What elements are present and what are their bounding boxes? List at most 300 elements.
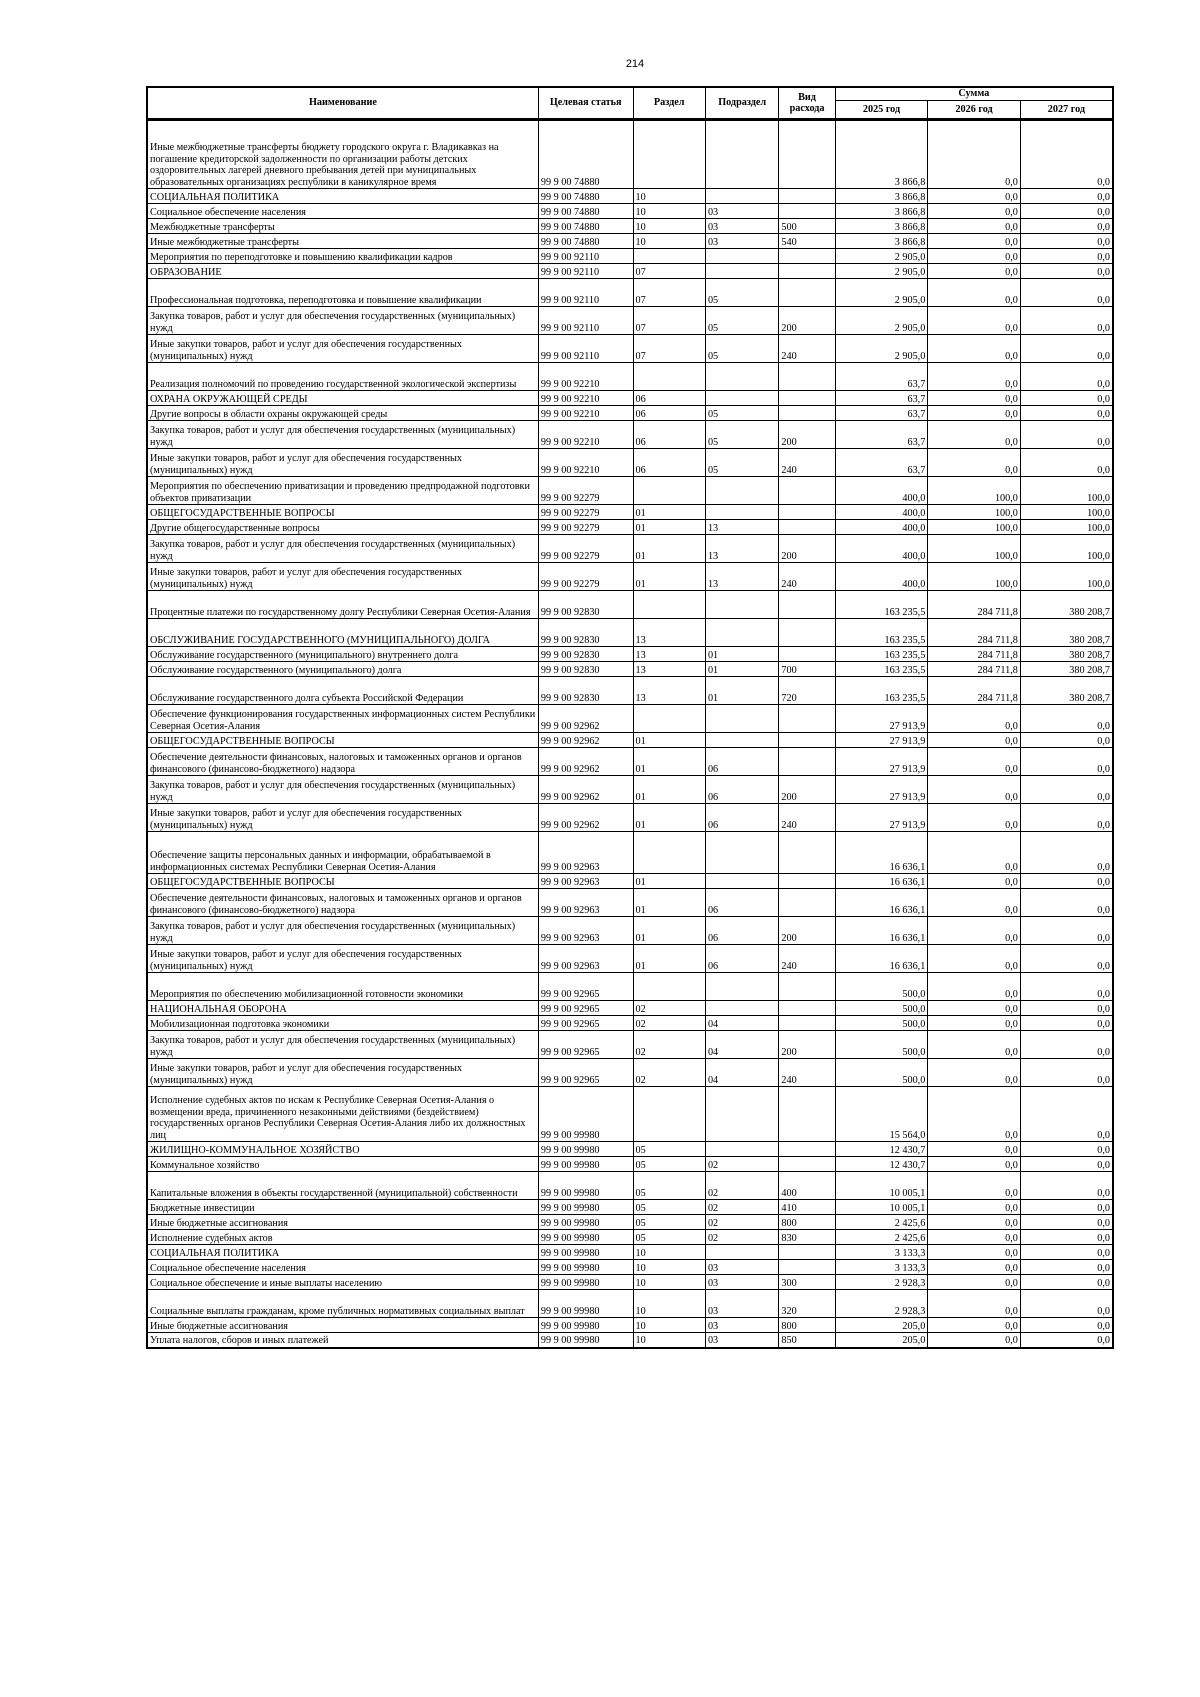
row-section: 06 [633,406,705,421]
row-target: 99 9 00 99980 [538,1245,633,1260]
table-row [147,677,1113,705]
row-sum-2027: 0,0 [1020,234,1113,249]
row-section: 10 [633,1275,705,1290]
table-row [147,1142,1113,1157]
row-subsection: 02 [705,1215,778,1230]
row-subsection: 13 [705,520,778,535]
row-sum-2025: 2 905,0 [835,279,928,307]
row-subsection [705,363,778,391]
row-expense-type [779,1142,835,1157]
row-sum-2025: 27 913,9 [835,705,928,733]
row-name: Иные закупки товаров, работ и услуг для обеспечения государственных (муниципальных) нужд [147,449,538,477]
row-sum-2026: 0,0 [928,733,1021,748]
row-name: Закупка товаров, работ и услуг для обеспечения государственных (муниципальных) нужд [147,307,538,335]
table-row [147,1215,1113,1230]
row-target: 99 9 00 99980 [538,1318,633,1333]
row-name: Иные бюджетные ассигнования [147,1215,538,1230]
row-subsection [705,1142,778,1157]
row-name: Коммунальное хозяйство [147,1157,538,1172]
row-name: Закупка товаров, работ и услуг для обеспечения государственных (муниципальных) нужд [147,776,538,804]
table-row [147,477,1113,505]
row-sum-2026: 0,0 [928,1215,1021,1230]
row-sum-2026: 100,0 [928,563,1021,591]
row-section: 07 [633,279,705,307]
row-section: 06 [633,391,705,406]
header-2027: 2027 год [1020,101,1113,120]
row-name: Исполнение судебных актов [147,1230,538,1245]
row-subsection: 04 [705,1016,778,1031]
row-expense-type [779,889,835,917]
row-subsection [705,120,778,189]
row-expense-type [779,391,835,406]
row-section: 01 [633,505,705,520]
table-row [147,1059,1113,1087]
row-subsection: 05 [705,421,778,449]
table-row [147,874,1113,889]
row-target: 99 9 00 92210 [538,363,633,391]
row-expense-type [779,619,835,647]
row-sum-2026: 0,0 [928,1260,1021,1275]
row-expense-type: 540 [779,234,835,249]
table-row [147,219,1113,234]
row-section [633,477,705,505]
row-section: 01 [633,917,705,945]
row-target: 99 9 00 92279 [538,520,633,535]
row-target: 99 9 00 92110 [538,307,633,335]
row-sum-2027: 0,0 [1020,1059,1113,1087]
table-row [147,619,1113,647]
table-row [147,889,1113,917]
row-name: Мобилизационная подготовка экономики [147,1016,538,1031]
row-target: 99 9 00 99980 [538,1275,633,1290]
table-row [147,1260,1113,1275]
row-target: 99 9 00 92110 [538,249,633,264]
row-target: 99 9 00 92963 [538,945,633,973]
row-section: 01 [633,748,705,776]
row-sum-2025: 16 636,1 [835,889,928,917]
row-sum-2025: 163 235,5 [835,662,928,677]
row-subsection: 01 [705,677,778,705]
row-subsection: 03 [705,1318,778,1333]
row-subsection [705,249,778,264]
row-sum-2026: 0,0 [928,1275,1021,1290]
table-row [147,520,1113,535]
row-expense-type [779,733,835,748]
row-sum-2027: 0,0 [1020,1157,1113,1172]
row-target: 99 9 00 92110 [538,264,633,279]
row-sum-2027: 0,0 [1020,973,1113,1001]
row-name: НАЦИОНАЛЬНАЯ ОБОРОНА [147,1001,538,1016]
table-row [147,1087,1113,1142]
row-sum-2027: 0,0 [1020,1230,1113,1245]
row-section: 01 [633,874,705,889]
header-2025: 2025 год [835,101,928,120]
row-target: 99 9 00 92210 [538,449,633,477]
row-name: Закупка товаров, работ и услуг для обеспечения государственных (муниципальных) нужд [147,917,538,945]
row-sum-2025: 63,7 [835,406,928,421]
row-sum-2026: 0,0 [928,1230,1021,1245]
table-row [147,391,1113,406]
row-subsection: 03 [705,1275,778,1290]
row-subsection [705,264,778,279]
row-expense-type: 850 [779,1333,835,1348]
row-sum-2026: 0,0 [928,219,1021,234]
row-sum-2026: 0,0 [928,889,1021,917]
table-row [147,1001,1113,1016]
row-target: 99 9 00 74880 [538,219,633,234]
row-sum-2027: 0,0 [1020,363,1113,391]
row-sum-2025: 500,0 [835,973,928,1001]
row-target: 99 9 00 92279 [538,563,633,591]
row-expense-type [779,832,835,874]
table-row [147,776,1113,804]
row-name: Обеспечение деятельности финансовых, налоговых и таможенных органов и органов финансового (финансово-бюджетного) надзора [147,748,538,776]
row-subsection [705,705,778,733]
row-sum-2025: 27 913,9 [835,776,928,804]
row-sum-2027: 0,0 [1020,1290,1113,1318]
row-section: 10 [633,189,705,204]
row-expense-type: 500 [779,219,835,234]
row-sum-2027: 0,0 [1020,917,1113,945]
row-name: Уплата налогов, сборов и иных платежей [147,1333,538,1348]
table-row [147,1200,1113,1215]
row-sum-2027: 0,0 [1020,1333,1113,1348]
row-sum-2027: 0,0 [1020,776,1113,804]
row-target: 99 9 00 92110 [538,279,633,307]
row-sum-2025: 2 905,0 [835,264,928,279]
row-sum-2027: 0,0 [1020,1200,1113,1215]
row-subsection [705,1087,778,1142]
row-subsection: 02 [705,1200,778,1215]
row-expense-type: 720 [779,677,835,705]
table-row [147,748,1113,776]
row-subsection: 04 [705,1031,778,1059]
row-target: 99 9 00 92963 [538,874,633,889]
row-sum-2026: 0,0 [928,776,1021,804]
row-sum-2027: 0,0 [1020,1016,1113,1031]
row-section [633,120,705,189]
row-sum-2027: 100,0 [1020,535,1113,563]
row-target: 99 9 00 92965 [538,973,633,1001]
row-sum-2025: 205,0 [835,1318,928,1333]
row-sum-2025: 2 425,6 [835,1230,928,1245]
row-expense-type: 200 [779,307,835,335]
row-target: 99 9 00 92965 [538,1001,633,1016]
row-sum-2026: 0,0 [928,204,1021,219]
row-name: Обеспечение деятельности финансовых, налоговых и таможенных органов и органов финансового (финансово-бюджетного) надзора [147,889,538,917]
row-subsection: 05 [705,335,778,363]
row-sum-2027: 0,0 [1020,449,1113,477]
row-sum-2026: 0,0 [928,1333,1021,1348]
row-section: 05 [633,1172,705,1200]
row-name: Процентные платежи по государственному долгу Республики Северная Осетия-Алания [147,591,538,619]
table-row [147,1245,1113,1260]
row-sum-2025: 400,0 [835,477,928,505]
row-section: 10 [633,1290,705,1318]
row-sum-2027: 0,0 [1020,705,1113,733]
row-expense-type [779,973,835,1001]
row-sum-2025: 2 928,3 [835,1275,928,1290]
row-section: 02 [633,1001,705,1016]
row-sum-2026: 0,0 [928,1087,1021,1142]
row-name: ОБРАЗОВАНИЕ [147,264,538,279]
row-section: 06 [633,421,705,449]
row-section: 07 [633,335,705,363]
row-sum-2025: 16 636,1 [835,917,928,945]
row-subsection: 05 [705,279,778,307]
row-sum-2027: 0,0 [1020,874,1113,889]
header-sum: Сумма [835,87,1113,101]
row-expense-type: 200 [779,776,835,804]
row-expense-type: 200 [779,421,835,449]
row-section: 06 [633,449,705,477]
row-target: 99 9 00 99980 [538,1200,633,1215]
row-subsection: 03 [705,1333,778,1348]
row-target: 99 9 00 92965 [538,1016,633,1031]
row-expense-type [779,1001,835,1016]
row-sum-2027: 0,0 [1020,219,1113,234]
row-target: 99 9 00 99980 [538,1260,633,1275]
row-target: 99 9 00 92965 [538,1031,633,1059]
row-name: Мероприятия по обеспечению приватизации и проведению предпродажной подготовки объектов приватизации [147,477,538,505]
row-sum-2025: 400,0 [835,563,928,591]
row-sum-2027: 0,0 [1020,421,1113,449]
row-target: 99 9 00 92963 [538,917,633,945]
table-row [147,421,1113,449]
row-sum-2027: 0,0 [1020,1275,1113,1290]
row-sum-2026: 100,0 [928,477,1021,505]
row-sum-2026: 0,0 [928,234,1021,249]
row-sum-2025: 205,0 [835,1333,928,1348]
row-sum-2025: 2 905,0 [835,335,928,363]
row-name: Иные межбюджетные трансферты [147,234,538,249]
row-subsection: 06 [705,917,778,945]
row-name: Социальные выплаты гражданам, кроме публичных нормативных социальных выплат [147,1290,538,1318]
row-name: Иные закупки товаров, работ и услуг для обеспечения государственных (муниципальных) нужд [147,1059,538,1087]
row-expense-type [779,874,835,889]
row-name: ОБЩЕГОСУДАРСТВЕННЫЕ ВОПРОСЫ [147,733,538,748]
row-sum-2027: 0,0 [1020,307,1113,335]
header-target: Целевая статья [538,87,633,120]
table-row [147,917,1113,945]
row-name: ОХРАНА ОКРУЖАЮЩЕЙ СРЕДЫ [147,391,538,406]
row-target: 99 9 00 99980 [538,1333,633,1348]
row-sum-2025: 163 235,5 [835,677,928,705]
row-sum-2026: 0,0 [928,1157,1021,1172]
row-name: Иные межбюджетные трансферты бюджету городского округа г. Владикавказ на погашение кредиторской задолженности по организации работы детских оздоровительных лагерей дневного пребывания детей при муниципальных образовательных организациях республики в каникулярное время [147,120,538,189]
row-sum-2026: 0,0 [928,279,1021,307]
row-section: 10 [633,1260,705,1275]
table-row [147,1275,1113,1290]
row-expense-type: 240 [779,804,835,832]
table-row [147,973,1113,1001]
row-subsection [705,1001,778,1016]
row-sum-2027: 0,0 [1020,264,1113,279]
table-row [147,1172,1113,1200]
row-subsection [705,391,778,406]
row-sum-2025: 27 913,9 [835,748,928,776]
row-target: 99 9 00 92279 [538,505,633,520]
row-sum-2026: 100,0 [928,535,1021,563]
row-sum-2025: 2 905,0 [835,307,928,335]
row-target: 99 9 00 92830 [538,677,633,705]
row-name: ЖИЛИЩНО-КОММУНАЛЬНОЕ ХОЗЯЙСТВО [147,1142,538,1157]
row-section: 10 [633,1318,705,1333]
row-sum-2027: 0,0 [1020,249,1113,264]
row-name: ОБЩЕГОСУДАРСТВЕННЫЕ ВОПРОСЫ [147,505,538,520]
row-sum-2025: 2 425,6 [835,1215,928,1230]
row-expense-type: 240 [779,563,835,591]
budget-table [146,86,1114,1349]
row-section: 10 [633,204,705,219]
row-name: СОЦИАЛЬНАЯ ПОЛИТИКА [147,1245,538,1260]
row-sum-2027: 0,0 [1020,1245,1113,1260]
table-row [147,662,1113,677]
row-sum-2026: 0,0 [928,307,1021,335]
row-name: ОБЩЕГОСУДАРСТВЕННЫЕ ВОПРОСЫ [147,874,538,889]
row-subsection: 03 [705,219,778,234]
row-sum-2027: 0,0 [1020,1215,1113,1230]
row-sum-2025: 2 928,3 [835,1290,928,1318]
table-row [147,563,1113,591]
row-target: 99 9 00 92210 [538,406,633,421]
row-sum-2026: 0,0 [928,391,1021,406]
row-sum-2026: 0,0 [928,874,1021,889]
row-section: 13 [633,662,705,677]
row-subsection [705,832,778,874]
table-row [147,204,1113,219]
row-section: 05 [633,1230,705,1245]
row-sum-2027: 380 208,7 [1020,619,1113,647]
row-section: 01 [633,520,705,535]
row-target: 99 9 00 92963 [538,889,633,917]
table-row [147,264,1113,279]
row-sum-2026: 0,0 [928,945,1021,973]
row-sum-2026: 0,0 [928,832,1021,874]
table-body [147,120,1113,1348]
row-sum-2026: 0,0 [928,335,1021,363]
row-subsection: 06 [705,804,778,832]
row-sum-2025: 400,0 [835,520,928,535]
row-section: 05 [633,1215,705,1230]
row-target: 99 9 00 99980 [538,1172,633,1200]
table-header [147,87,1113,120]
row-section: 10 [633,219,705,234]
row-sum-2027: 0,0 [1020,189,1113,204]
row-subsection: 05 [705,449,778,477]
row-expense-type: 200 [779,1031,835,1059]
row-subsection [705,619,778,647]
row-sum-2027: 0,0 [1020,748,1113,776]
row-sum-2025: 3 133,3 [835,1260,928,1275]
row-name: Другие общегосударственные вопросы [147,520,538,535]
row-sum-2027: 0,0 [1020,335,1113,363]
row-expense-type [779,591,835,619]
row-target: 99 9 00 92830 [538,662,633,677]
row-expense-type: 240 [779,945,835,973]
table-row [147,1290,1113,1318]
row-subsection: 02 [705,1172,778,1200]
row-section: 01 [633,945,705,973]
row-section [633,363,705,391]
row-sum-2027: 0,0 [1020,945,1113,973]
row-sum-2026: 0,0 [928,1200,1021,1215]
row-section: 05 [633,1142,705,1157]
row-name: Закупка товаров, работ и услуг для обеспечения государственных (муниципальных) нужд [147,421,538,449]
row-subsection: 03 [705,234,778,249]
row-sum-2025: 16 636,1 [835,832,928,874]
row-sum-2027: 380 208,7 [1020,662,1113,677]
table-row [147,832,1113,874]
row-sum-2027: 0,0 [1020,1260,1113,1275]
row-section: 01 [633,804,705,832]
row-target: 99 9 00 74880 [538,189,633,204]
row-sum-2025: 500,0 [835,1001,928,1016]
row-sum-2027: 0,0 [1020,733,1113,748]
row-sum-2026: 0,0 [928,249,1021,264]
row-target: 99 9 00 74880 [538,234,633,249]
row-target: 99 9 00 92963 [538,832,633,874]
row-section: 13 [633,677,705,705]
row-name: Социальное обеспечение населения [147,1260,538,1275]
table-row [147,363,1113,391]
row-name: Капитальные вложения в объекты государственной (муниципальной) собственности [147,1172,538,1200]
row-sum-2026: 284 711,8 [928,619,1021,647]
row-subsection [705,1245,778,1260]
row-sum-2026: 0,0 [928,1059,1021,1087]
row-sum-2025: 63,7 [835,449,928,477]
table-row [147,505,1113,520]
header-name: Наименование [147,87,538,120]
row-expense-type [779,1087,835,1142]
row-name: СОЦИАЛЬНАЯ ПОЛИТИКА [147,189,538,204]
table-row [147,535,1113,563]
table-row [147,1318,1113,1333]
row-section: 10 [633,1245,705,1260]
row-name: Профессиональная подготовка, переподготовка и повышение квалификации [147,279,538,307]
row-sum-2027: 100,0 [1020,520,1113,535]
row-subsection: 13 [705,535,778,563]
row-sum-2025: 63,7 [835,391,928,406]
table-row [147,279,1113,307]
row-target: 99 9 00 92830 [538,619,633,647]
row-sum-2025: 3 866,8 [835,204,928,219]
row-expense-type [779,1157,835,1172]
row-target: 99 9 00 74880 [538,204,633,219]
row-sum-2026: 0,0 [928,748,1021,776]
row-target: 99 9 00 99980 [538,1157,633,1172]
row-expense-type: 320 [779,1290,835,1318]
row-expense-type [779,406,835,421]
row-name: Иные закупки товаров, работ и услуг для обеспечения государственных (муниципальных) нужд [147,563,538,591]
row-section: 01 [633,776,705,804]
table-row [147,189,1113,204]
row-expense-type [779,477,835,505]
row-expense-type: 300 [779,1275,835,1290]
row-section: 05 [633,1157,705,1172]
row-sum-2026: 0,0 [928,1245,1021,1260]
table-row [147,591,1113,619]
row-target: 99 9 00 99980 [538,1142,633,1157]
row-section: 01 [633,889,705,917]
row-sum-2025: 500,0 [835,1016,928,1031]
row-subsection: 05 [705,406,778,421]
row-subsection: 03 [705,204,778,219]
row-sum-2026: 0,0 [928,1318,1021,1333]
row-expense-type [779,748,835,776]
row-section: 05 [633,1200,705,1215]
row-expense-type: 700 [779,662,835,677]
